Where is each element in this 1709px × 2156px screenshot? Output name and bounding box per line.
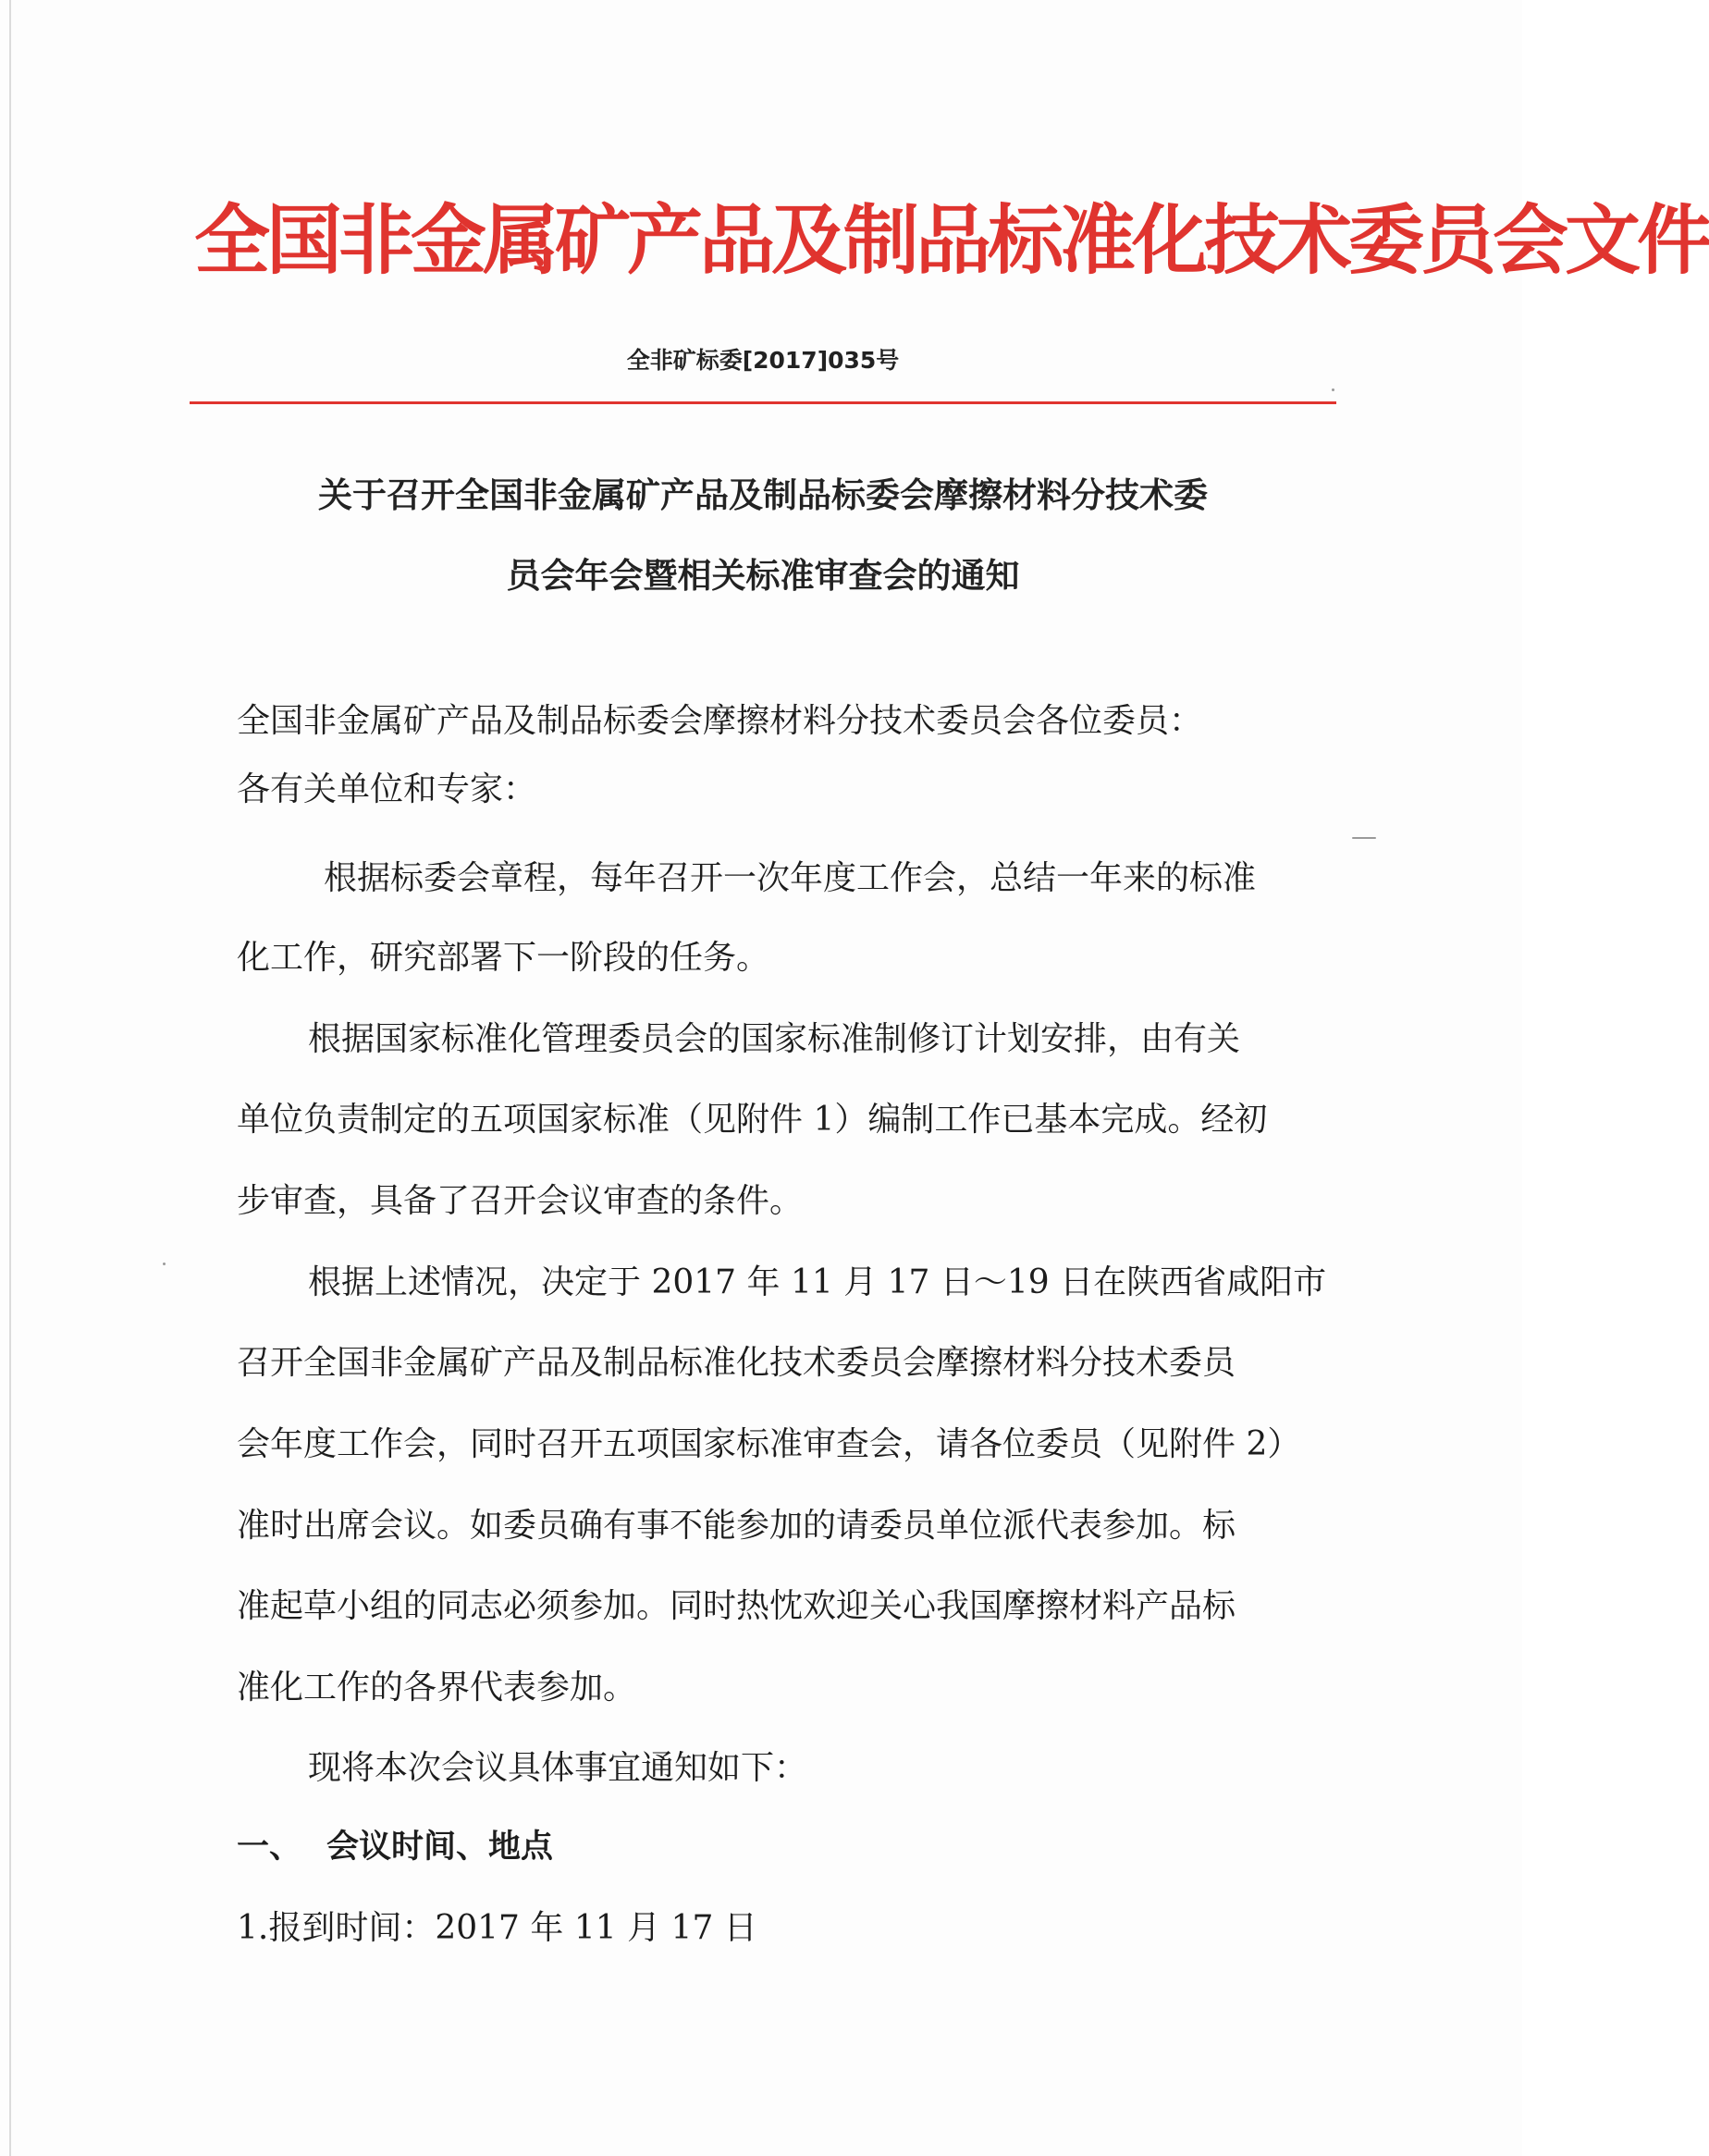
section-1-title: 会议时间、地点	[326, 1829, 554, 1866]
scan-speck	[1332, 388, 1334, 391]
paragraph-2-line-2: 单位负责制定的五项国家标准（见附件 1）编制工作已基本完成。经初	[237, 1101, 1268, 1139]
issuer-title: 全国非金属矿产品及制品标准化技术委员会文件	[194, 196, 1709, 285]
scan-edge-shadow	[9, 0, 11, 2156]
paragraph-2-line-3: 步审查，具备了召开会议审查的条件。	[237, 1182, 804, 1220]
paragraph-4-line-1: 现将本次会议具体事宜通知如下：	[308, 1749, 808, 1787]
section-1-number: 一、	[237, 1829, 302, 1866]
paragraph-1-line-2: 化工作，研究部署下一阶段的任务。	[237, 939, 770, 977]
paragraph-1-line-1: 根据标委会章程，每年召开一次年度工作会，总结一年来的标准	[324, 859, 1257, 897]
section-1-heading	[237, 1831, 553, 1864]
document-number: 全非矿标委[2017]035号	[626, 347, 900, 374]
scan-speck	[163, 1263, 166, 1265]
paragraph-3-line-1: 根据上述情况，决定于 2017 年 11 月 17 日～19 日在陕西省咸阳市	[308, 1263, 1327, 1301]
paragraph-2-line-1: 根据国家标准化管理委员会的国家标准制修订计划安排，由有关	[308, 1020, 1241, 1058]
paragraph-3-line-6: 准化工作的各界代表参加。	[237, 1669, 637, 1706]
salutation-line-1: 全国非金属矿产品及制品标委会摩擦材料分技术委员会各位委员：	[237, 702, 1203, 740]
item-1-registration-time: 1.报到时间：2017 年 11 月 17 日	[237, 1909, 757, 1947]
paragraph-3-line-3: 会年度工作会，同时召开五项国家标准审查会，请各位委员（见附件 2）	[237, 1425, 1301, 1463]
paragraph-3-line-5: 准起草小组的同志必须参加。同时热忱欢迎关心我国摩擦材料产品标	[237, 1587, 1236, 1625]
notice-title-line-1: 关于召开全国非金属矿产品及制品标委会摩擦材料分技术委	[318, 475, 1208, 515]
notice-title-line-2: 员会年会暨相关标准审查会的通知	[506, 556, 1020, 596]
salutation-line-2: 各有关单位和专家：	[237, 770, 537, 808]
paragraph-3-line-4: 准时出席会议。如委员确有事不能参加的请委员单位派代表参加。标	[237, 1507, 1236, 1545]
paragraph-3-line-2: 召开全国非金属矿产品及制品标准化技术委员会摩擦材料分技术委员	[237, 1344, 1236, 1382]
red-divider-rule	[190, 401, 1336, 404]
scan-speck	[1352, 837, 1376, 839]
